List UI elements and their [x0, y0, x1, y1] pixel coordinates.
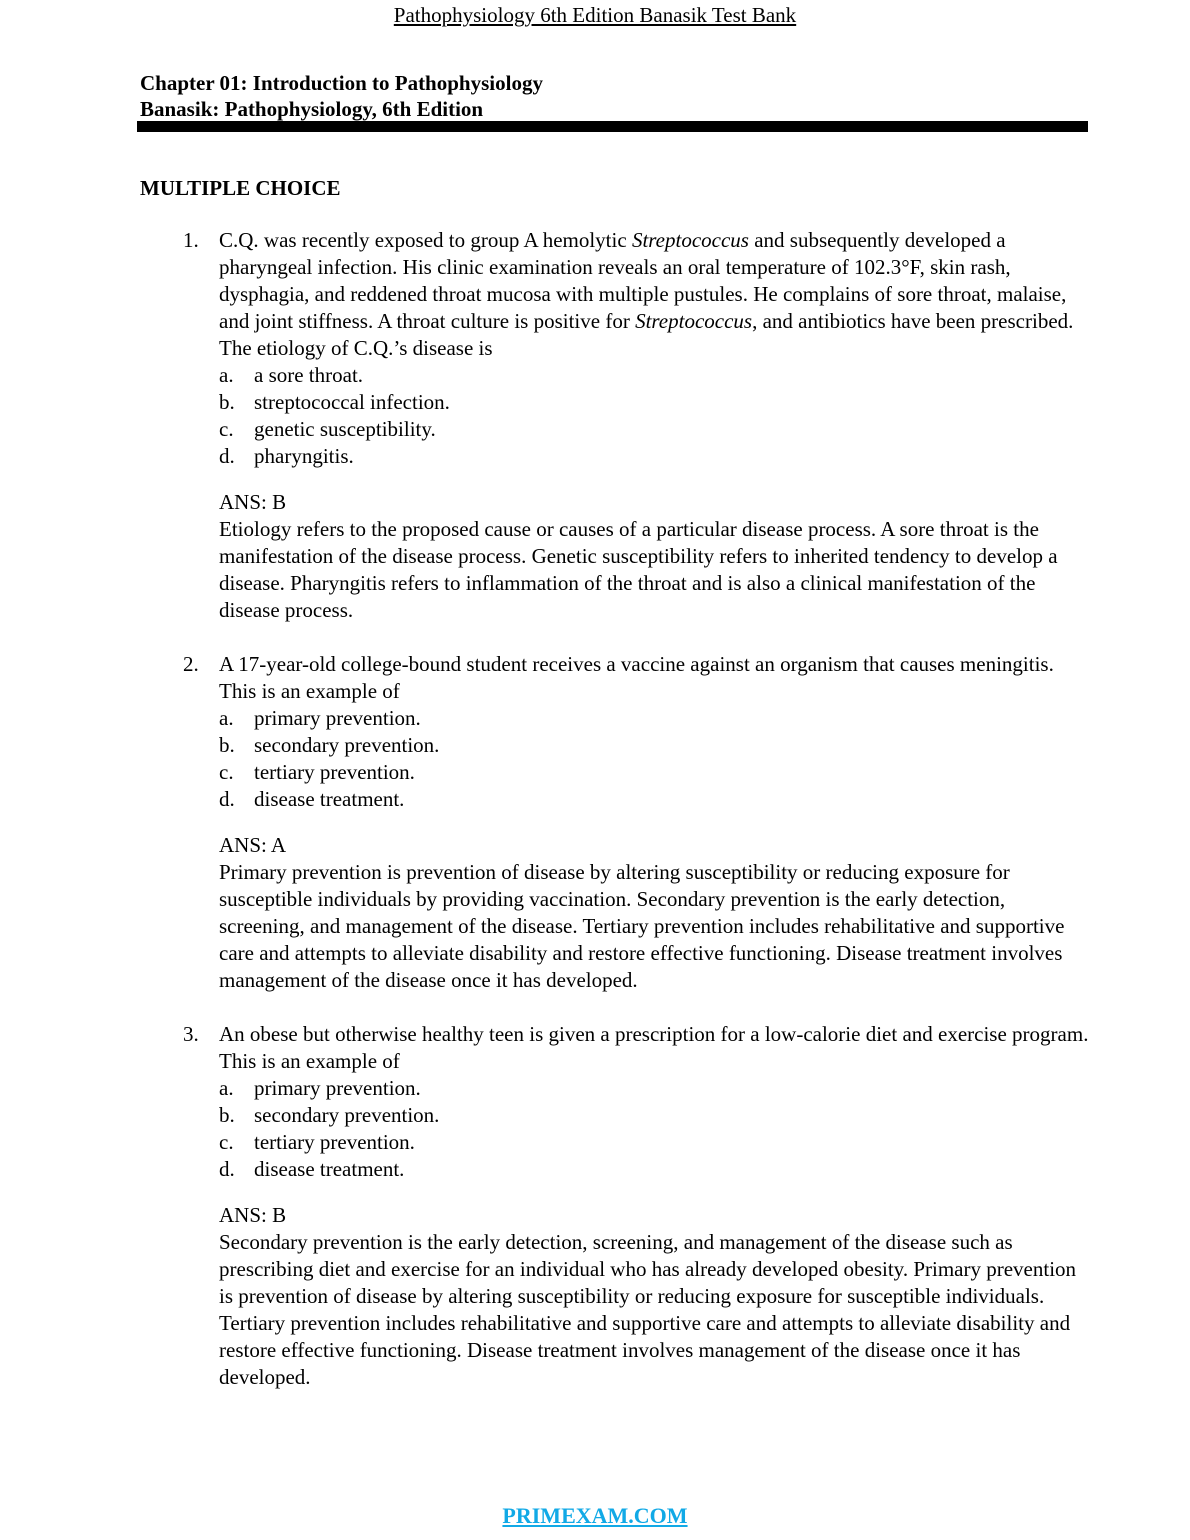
question-number: 1. [183, 228, 199, 252]
option-b [219, 1102, 1190, 1129]
option-letter: b. [219, 390, 235, 414]
option-letter: d. [219, 444, 235, 468]
question-2 [0, 651, 1190, 994]
option-letter: d. [219, 1157, 235, 1181]
option-text: secondary prevention. [254, 733, 440, 757]
option-letter: c. [219, 1130, 234, 1154]
rationale: Etiology refers to the proposed cause or causes of a particular disease process. A sore throat is the manifestation of the disease process. Genetic susceptibility refers to inherited tendency to develop a disease. Pharyngitis refers to inflammation of the throat and is also a clinical manifestation of the disease process. [219, 517, 1058, 622]
question-stem: A 17-year-old college-bound student receives a vaccine against an organism that causes meningitis. This is an example of [219, 652, 1054, 703]
page-header [0, 2, 1190, 28]
option-text: tertiary prevention. [254, 760, 415, 784]
section-heading: MULTIPLE CHOICE [140, 176, 341, 200]
stem-italic-term: Streptococcus [631, 228, 749, 252]
option-d [219, 1156, 1190, 1183]
stem-italic-term: Streptococcus [635, 309, 753, 333]
footer-link[interactable]: PRIMEXAM.COM [502, 1503, 688, 1528]
option-text: tertiary prevention. [254, 1130, 415, 1154]
question-3 [0, 1021, 1190, 1391]
option-letter: b. [219, 1103, 235, 1127]
option-text: disease treatment. [254, 1157, 405, 1181]
option-text: disease treatment. [254, 787, 405, 811]
question-1 [0, 227, 1190, 624]
option-d [219, 786, 1190, 813]
question-stem: An obese but otherwise healthy teen is given a prescription for a low-calorie diet and exercise program. This is an example of [219, 1022, 1089, 1073]
option-text: primary prevention. [254, 706, 421, 730]
option-letter: c. [219, 760, 234, 784]
answer-key: ANS: B [219, 1203, 287, 1227]
option-a [219, 1075, 1190, 1102]
option-letter: a. [219, 363, 234, 387]
option-a [219, 362, 1190, 389]
document-title: Pathophysiology 6th Edition Banasik Test Bank [393, 3, 797, 27]
question-list [0, 227, 1190, 1418]
chapter-block [140, 70, 543, 122]
page-footer [0, 1502, 1190, 1530]
header-divider [137, 121, 1088, 132]
option-b [219, 389, 1190, 416]
option-letter: c. [219, 417, 234, 441]
chapter-title: Chapter 01: Introduction to Pathophysiology [140, 71, 543, 95]
answer-key: ANS: A [219, 833, 287, 857]
rationale: Primary prevention is prevention of disease by altering susceptibility or reducing exposure for susceptible individuals by providing vaccination. Secondary prevention is the early detection, screening, and management of the disease. Tertiary prevention includes rehabilitative and supportive care and attempts to alleviate disability and restore effective functioning. Disease treatment involves management of the disease once it has developed. [219, 860, 1065, 992]
option-d [219, 443, 1190, 470]
stem-text: C.Q. was recently exposed to group A hemolytic [219, 228, 632, 252]
answer-options [219, 1075, 1190, 1183]
option-letter: b. [219, 733, 235, 757]
option-b [219, 732, 1190, 759]
option-text: primary prevention. [254, 1076, 421, 1100]
option-c [219, 1129, 1190, 1156]
question-stem [219, 227, 1089, 362]
option-text: pharyngitis. [254, 444, 354, 468]
option-text: a sore throat. [254, 363, 364, 387]
option-c [219, 416, 1190, 443]
book-title: Banasik: Pathophysiology, 6th Edition [140, 97, 484, 121]
stem-text: and subsequently developed a pharyngeal infection. His clinic examination reveals an oral temperature of 102.3°F, skin rash, dysphagia, and reddened throat mucosa with multiple pustules. He complains of sore throat, malaise, and joint stiffness. A throat culture is positive for [219, 228, 1067, 333]
rationale: Secondary prevention is the early detection, screening, and management of the disease such as prescribing diet and exercise for an individual who has already developed obesity. Primary prevention is prevention of disease by altering susceptibility or reducing exposure for susceptible individuals. Tertiary prevention includes rehabilitative and supportive care and attempts to alleviate disability and restore effective functioning. Disease treatment involves management of the disease once it has developed. [219, 1230, 1077, 1389]
option-c [219, 759, 1190, 786]
question-number: 2. [183, 652, 199, 676]
question-number: 3. [183, 1022, 199, 1046]
answer-options [219, 705, 1190, 813]
option-text: streptococcal infection. [254, 390, 450, 414]
option-letter: a. [219, 1076, 234, 1100]
option-a [219, 705, 1190, 732]
answer-options [219, 362, 1190, 470]
answer-key: ANS: B [219, 490, 287, 514]
option-text: secondary prevention. [254, 1103, 440, 1127]
stem-text: , and antibiotics have been prescribed. The etiology of C.Q.’s disease is [219, 309, 1074, 360]
option-text: genetic susceptibility. [254, 417, 436, 441]
option-letter: d. [219, 787, 235, 811]
option-letter: a. [219, 706, 234, 730]
